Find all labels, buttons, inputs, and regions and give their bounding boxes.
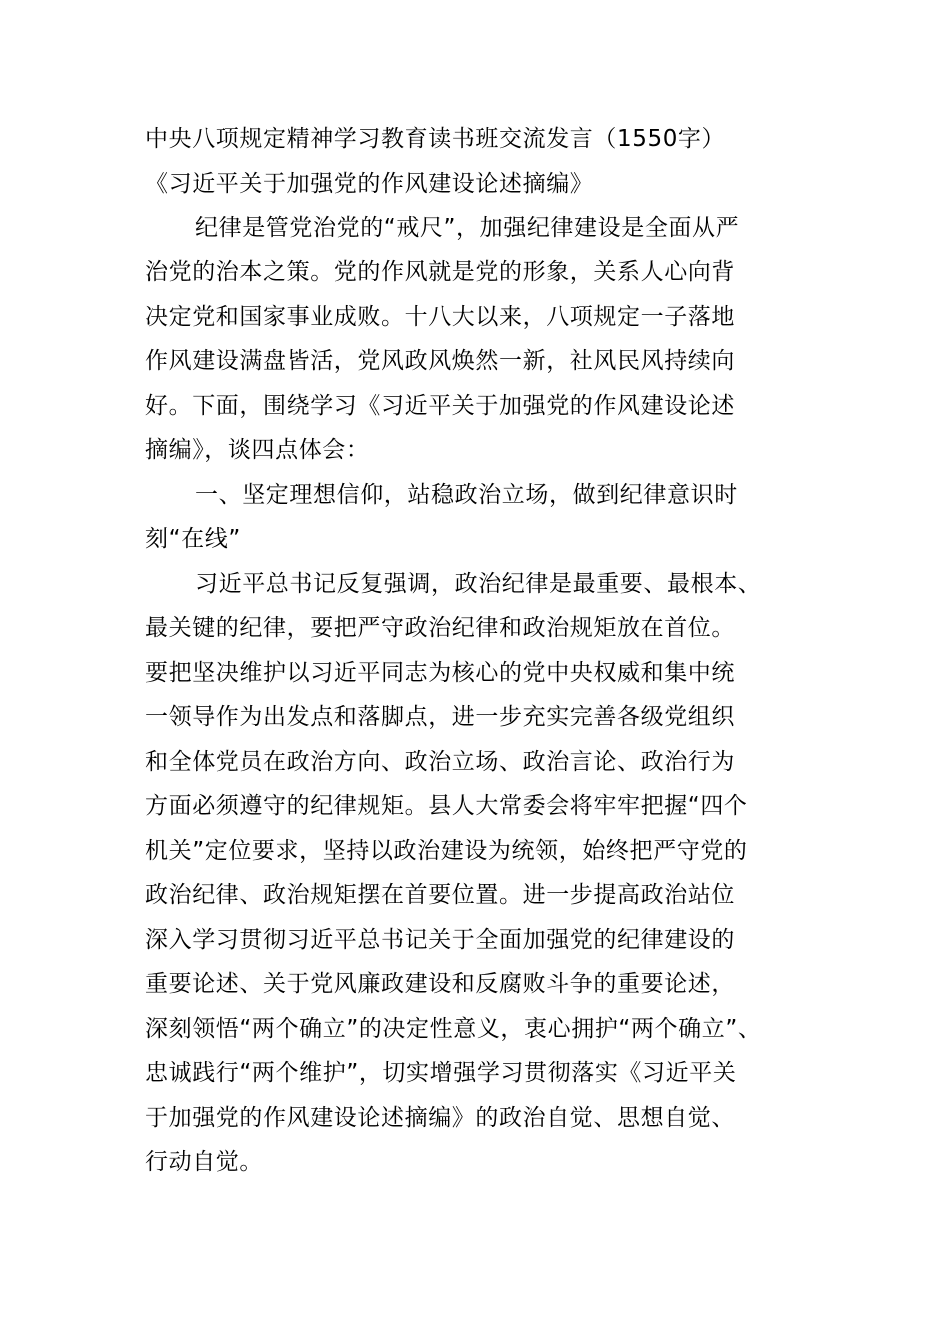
paragraph-line: 和全体党员在政治方向、政治立场、政治言论、政治行为 xyxy=(145,749,735,775)
paragraph-line: 深刻领悟“两个确立”的决定性意义，衷心拥护“两个确立”、 xyxy=(145,1016,762,1042)
paragraph-line: 纪律是管党治党的“戒尺”，加强纪律建设是全面从严 xyxy=(195,215,740,241)
paragraph-line: 摘编》，谈四点体会： xyxy=(145,437,370,463)
paragraph-line: 习近平总书记反复强调，政治纪律是最重要、最根本、 xyxy=(195,571,762,597)
paragraph-line: 机关”定位要求，坚持以政治建设为统领，始终把严守党的 xyxy=(145,838,748,864)
paragraph-line: 忠诚践行“两个维护”，切实增强学习贯彻落实《习近平关 xyxy=(145,1060,737,1086)
paragraph-line: 最关键的纪律，要把严守政治纪律和政治规矩放在首位。 xyxy=(145,615,735,641)
paragraph-line: 治党的治本之策。党的作风就是党的形象，关系人心向背 xyxy=(145,259,735,285)
paragraph-line: 作风建设满盘皆活，党风政风焕然一新，社风民风持续向 xyxy=(145,348,735,374)
paragraph-line: 于加强党的作风建设论述摘编》的政治自觉、思想自觉、 xyxy=(145,1105,735,1131)
paragraph-line: 好。下面，围绕学习《习近平关于加强党的作风建设论述 xyxy=(145,393,735,419)
paragraph-line: 一领导作为出发点和落脚点，进一步充实完善各级党组织 xyxy=(145,704,735,730)
paragraph-line: 要把坚决维护以习近平同志为核心的党中央权威和集中统 xyxy=(145,660,735,686)
paragraph-line: 决定党和国家事业成败。十八大以来，八项规定一子落地 xyxy=(145,304,735,330)
paragraph-line: 政治纪律、政治规矩摆在首要位置。进一步提高政治站位 xyxy=(145,882,735,908)
document-title-line-2: 《习近平关于加强党的作风建设论述摘编》 xyxy=(145,171,594,197)
document-title-line-1: 中央八项规定精神学习教育读书班交流发言（1550字） xyxy=(145,126,726,152)
paragraph-line: 重要论述、关于党风廉政建设和反腐败斗争的重要论述， xyxy=(145,971,735,997)
paragraph-line: 深入学习贯彻习近平总书记关于全面加强党的纪律建设的 xyxy=(145,927,735,953)
heading-line: 刻“在线” xyxy=(145,526,241,552)
paragraph-line: 方面必须遵守的纪律规矩。县人大常委会将牢牢把握“四个 xyxy=(145,793,748,819)
paragraph-line: 行动自觉。 xyxy=(145,1149,263,1175)
heading-line: 一、坚定理想信仰，站稳政治立场，做到纪律意识时 xyxy=(195,482,738,508)
